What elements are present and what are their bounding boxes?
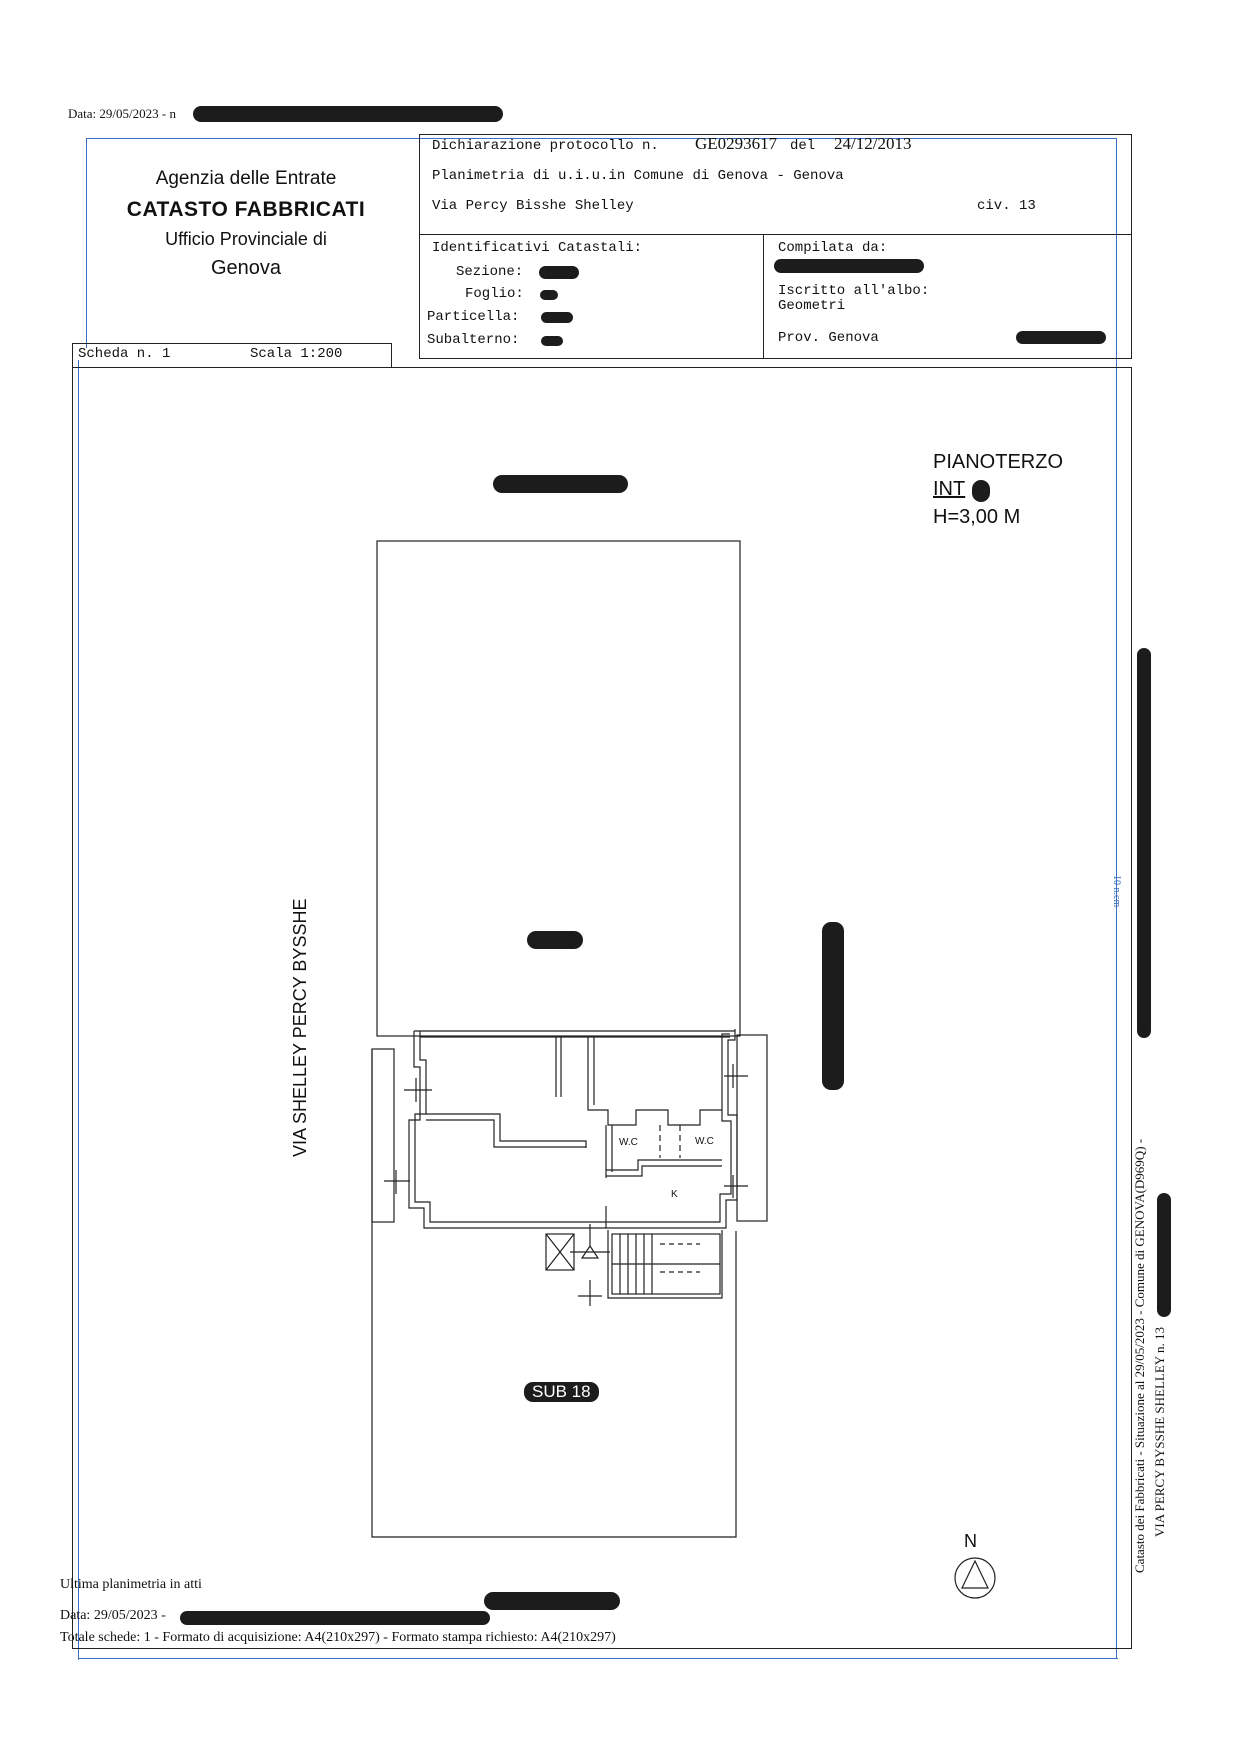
floor-label: PIANOTERZO xyxy=(933,451,1064,473)
compiler-title: Compilata da: xyxy=(778,240,888,256)
north-label: N xyxy=(964,1531,977,1551)
footer-totals: Totale schede: 1 - Formato di acquisizione: A4(210x297) - Formato stampa richiesto: A4(210x297) xyxy=(60,1630,616,1645)
plan-line: Planimetria di u.i.u.in Comune di Genova - Genova xyxy=(432,168,844,184)
redacted-map-label-top xyxy=(493,475,628,493)
redacted-sub-label xyxy=(527,931,583,949)
redacted-int-number xyxy=(972,480,990,502)
kitchen-label: K xyxy=(671,1189,678,1200)
footer-last-plan: Ultima planimetria in atti xyxy=(60,1577,202,1592)
redacted-side-address xyxy=(1157,1193,1171,1317)
civic-number: civ. 13 xyxy=(977,198,1036,214)
wc-label-1: W.C xyxy=(619,1137,638,1148)
albo-label: Iscritto all'albo: xyxy=(778,283,930,299)
scheda-label: Scheda n. 1 xyxy=(78,346,171,362)
footer-date: Data: 29/05/2023 - xyxy=(60,1608,166,1623)
subalterno-label: Subalterno: xyxy=(427,332,520,348)
sezione-label: Sezione: xyxy=(456,264,524,280)
address-line: Via Percy Bisshe Shelley xyxy=(432,198,634,214)
redacted-side-text xyxy=(1137,648,1151,1038)
agency-catasto: CATASTO FABBRICATI xyxy=(126,198,366,221)
side-text-line2: VIA PERCY BYSSHE SHELLEY n. 13 xyxy=(1152,1327,1167,1537)
declaration-date: 24/12/2013 xyxy=(834,134,912,153)
redacted-footer-request xyxy=(180,1611,490,1625)
wc-label-2: W.C xyxy=(695,1136,714,1147)
side-text-line1: Catasto dei Fabbricati - Situazione al 29/05/2023 - Comune di GENOVA(D969Q) - xyxy=(1132,1138,1147,1573)
street-label: VIA SHELLEY PERCY BYSSHE xyxy=(290,898,310,1157)
redacted-map-label-bottom xyxy=(484,1592,620,1610)
foglio-label: Foglio: xyxy=(465,286,524,302)
side-small-label: 10 n.cm xyxy=(1111,875,1122,908)
agency-office: Ufficio Provinciale di xyxy=(165,229,327,249)
declaration-del: del xyxy=(790,138,816,154)
redacted-map-label-right xyxy=(822,922,844,1090)
declaration-prefix: Dichiarazione protocollo n. xyxy=(432,138,659,154)
int-label: INT xyxy=(933,478,966,500)
top-date-line: Data: 29/05/2023 - n xyxy=(68,106,176,121)
agency-name: Agenzia delle Entrate xyxy=(155,168,337,189)
identifiers-title: Identificativi Catastali: xyxy=(432,240,643,256)
scale-label: Scala 1:200 xyxy=(250,346,343,362)
height-label: H=3,00 M xyxy=(933,506,1021,528)
prov-label: Prov. Genova xyxy=(778,330,879,346)
particella-label: Particella: xyxy=(427,309,520,325)
albo-value: Geometri xyxy=(778,298,846,314)
declaration-number: GE0293617 xyxy=(695,134,778,153)
agency-city: Genova xyxy=(210,257,282,279)
sub-bottom-label: SUB 18 xyxy=(524,1382,599,1402)
